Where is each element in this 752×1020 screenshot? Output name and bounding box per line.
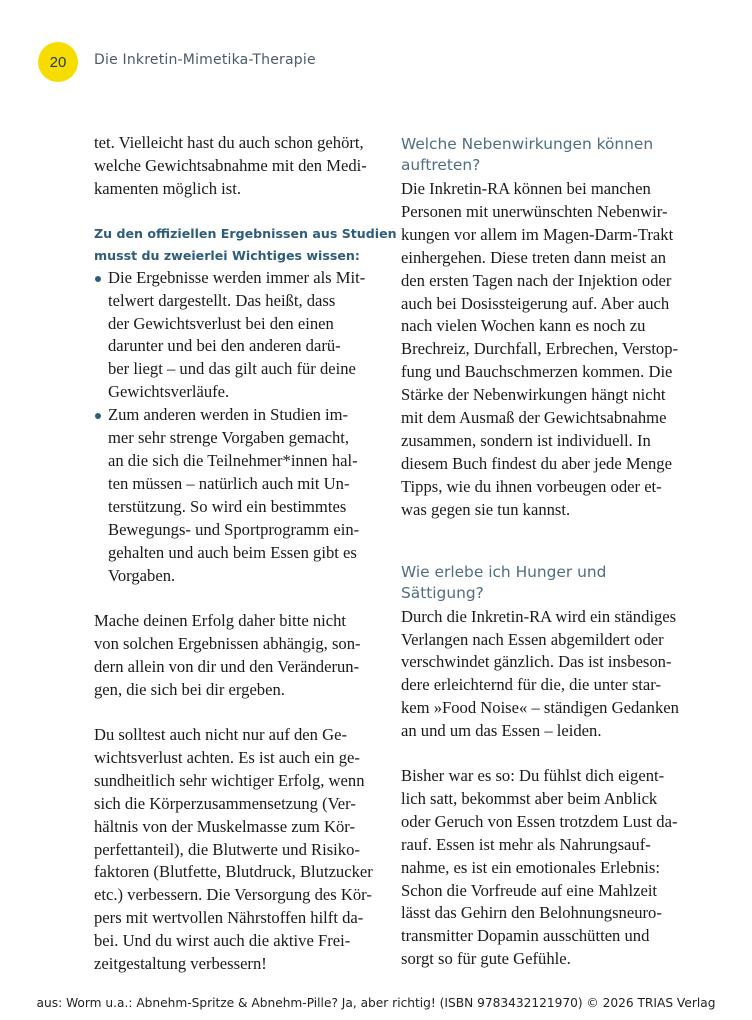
text-line: diesem Buch findest du aber jede Menge [401, 453, 672, 473]
text-line: hältnis von der Muskelmasse zum Kör- [94, 816, 355, 836]
text-line: bei. Und du wirst auch die aktive Frei- [94, 931, 351, 951]
running-title: Die Inkretin-Mimetika-Therapie [94, 52, 316, 68]
studies-subheading [94, 223, 397, 267]
text-line: pers mit wertvollen Nährstoffen hilft da- [94, 908, 364, 928]
text-line: mit dem Ausmaß der Gewichtsabnahme [401, 408, 667, 428]
text-line: Durch die Inkretin-RA wird ein ständiges [401, 606, 677, 626]
text-line: an die sich die Teilnehmer*innen hal- [108, 450, 358, 470]
intro-paragraph [94, 132, 384, 201]
text-line: gen, die sich bei dir ergeben. [94, 680, 285, 700]
text-line: Brechreiz, Durchfall, Erbrechen, Verstop- [401, 339, 679, 359]
text-line: kungen vor allem im Magen-Darm-Trakt [401, 224, 674, 244]
text-line: oder Geruch von Essen trotzdem Lust da- [401, 811, 678, 831]
text-line: Zu den offiziellen Ergebnissen aus Studien [94, 225, 397, 241]
text-line: rauf. Essen ist mehr als Nahrungsauf- [401, 834, 651, 854]
text-line: zusammen, sondern ist individuell. In [401, 430, 651, 450]
text-line: Sättigung? [401, 583, 484, 602]
text-line: Die Ergebnisse werden immer als Mit- [108, 267, 366, 287]
text-line: Welche Nebenwirkungen können [401, 135, 654, 153]
right-column [401, 134, 693, 993]
side-effects-paragraph [401, 178, 693, 522]
text-line: perfettanteil), die Blutwerte und Risiko- [94, 839, 360, 859]
text-line: gehalten und auch beim Essen gibt es [108, 542, 357, 562]
text-line: kem »Food Noise« – ständigen Gedanken [401, 698, 679, 718]
text-line: lässt das Gehirn den Belohnungsneuro- [401, 903, 662, 923]
text-line: auch bei Dosissteigerung auf. Aber auch [401, 293, 670, 313]
dopamine-paragraph [401, 765, 693, 971]
text-line: tet. Vielleicht hast du auch schon gehört, [94, 133, 364, 152]
text-line: telwert dargestellt. Das heißt, dass [108, 290, 336, 310]
page-number: 20 [49, 53, 67, 71]
text-line: Zum anderen werden in Studien im- [108, 405, 349, 425]
text-line: von solchen Ergebnissen abhängig, son- [94, 634, 361, 654]
text-line: der Gewichtsverlust bei den einen [108, 313, 334, 333]
text-line: Schon die Vorfreude auf eine Mahlzeit [401, 880, 658, 900]
text-line: mer sehr strenge Vorgaben gemacht, [108, 428, 349, 448]
text-line: welche Gewichtsabnahme mit den Medi- [94, 155, 367, 175]
text-line: an und um das Essen – leiden. [401, 721, 602, 741]
text-line: ten müssen – natürlich auch mit Un- [108, 473, 350, 493]
health-paragraph [94, 724, 384, 976]
success-paragraph [94, 610, 384, 702]
bullet-icon [95, 413, 101, 419]
text-line: zeitgestaltung verbessern! [94, 954, 267, 974]
text-line: dern allein von dir und den Veränderun- [94, 657, 360, 677]
text-line: sundheitlich sehr wichtiger Erfolg, wenn [94, 770, 365, 790]
text-line: Gewichtsverläufe. [108, 382, 230, 402]
page-number-badge [38, 42, 78, 82]
text-line: nahme, es ist ein emotionales Erlebnis: [401, 857, 660, 877]
text-line: auftreten? [401, 156, 481, 174]
text-line: Die Inkretin-RA können bei manchen [401, 179, 651, 198]
list-item [94, 267, 384, 404]
hunger-heading [401, 562, 693, 604]
text-line: sich die Körperzusammensetzung (Ver- [94, 793, 356, 813]
text-line: Bisher war es so: Du fühlst dich eigent- [401, 766, 665, 786]
text-line: einhergehen. Diese treten dann meist an [401, 247, 667, 267]
text-line: verschwindet gänzlich. Das ist insbeson- [401, 652, 672, 672]
text-line: Bewegungs- und Sportprogramm ein- [108, 519, 360, 539]
text-line: lich satt, bekommst aber beim Anblick [401, 788, 658, 808]
text-line: Stärke der Nebenwirkungen hängt nicht [401, 385, 666, 405]
text-line: wichtsverlust achten. Es ist auch ein ge- [94, 747, 360, 767]
text-line: Tipps, wie du ihnen vorbeugen oder et- [401, 476, 662, 496]
text-line: den ersten Tagen nach der Injektion oder [401, 270, 672, 290]
text-line: Personen mit unerwünschten Nebenwir- [401, 201, 668, 221]
left-column [94, 132, 397, 998]
text-line: etc.) verbessern. Die Versorgung des Kör- [94, 885, 372, 905]
hunger-paragraph [401, 606, 693, 743]
text-line: nach vielen Wochen kann es noch zu [401, 316, 646, 336]
text-line: darunter und bei den anderen darü- [108, 336, 341, 356]
text-line: kamenten möglich ist. [94, 178, 242, 198]
text-line: faktoren (Blutfette, Blutdruck, Blutzucker [94, 862, 373, 882]
text-line: Wie erlebe ich Hunger und [401, 562, 607, 581]
text-line: Vorgaben. [108, 565, 176, 585]
source-footer: aus: Worm u.a.: Abnehm-Spritze & Abnehm-Pille? Ja, aber richtig! (ISBN 9783432121970) © 2026 TRIAS Verlag [36, 996, 716, 1010]
text-line: was gegen sie tun kannst. [401, 499, 571, 519]
text-line: Verlangen nach Essen abgemildert oder [401, 629, 664, 649]
text-line: Mache deinen Erfolg daher bitte nicht [94, 611, 347, 631]
bullet-icon [95, 276, 101, 282]
text-line: musst du zweierlei Wichtiges wissen: [94, 247, 360, 263]
text-line: Du solltest auch nicht nur auf den Ge- [94, 725, 347, 745]
text-line: transmitter Dopamin ausschütten und [401, 926, 650, 946]
text-line: fung und Bauchschmerzen kommen. Die [401, 362, 673, 382]
text-line: ber liegt – und das gilt auch für deine [108, 359, 356, 379]
list-item [94, 404, 384, 587]
text-line: terstützung. So wird ein bestimmtes [108, 496, 347, 516]
text-line: sorgt so für gute Gefühle. [401, 949, 571, 969]
side-effects-heading [401, 134, 693, 176]
studies-bullet-list [94, 267, 384, 588]
text-line: dere erleichternd für die, die unter star- [401, 675, 661, 695]
